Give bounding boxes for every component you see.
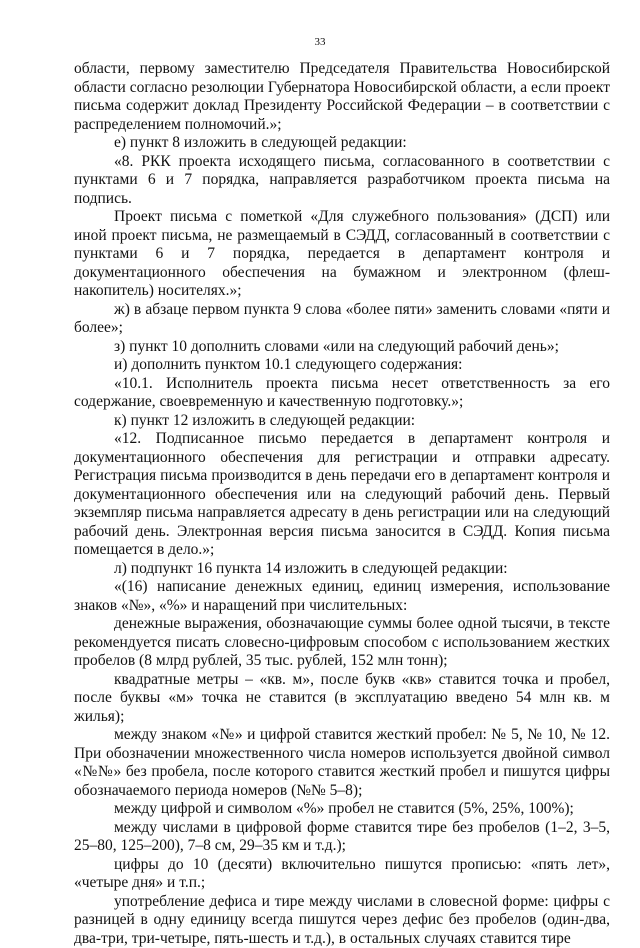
- paragraph: л) подпункт 16 пункта 14 изложить в следующей редакции:: [74, 560, 610, 579]
- paragraph: области, первому заместителю Председателя Правительства Новосибирской области согласно резолюции Губернатора Новосибирской области, а если проект письма содержит доклад Президенту Российской Федерации – в соответствии с распределением полномочий.»;: [74, 60, 610, 134]
- paragraph: употребление дефиса и тире между числами в словесной форме: цифры с разницей в одну единицу всегда пишутся через дефис без пробелов (один-два, два-три, три-четыре, пять-шесть и т.д.), в остальных случаях ставится тире: [74, 893, 610, 948]
- paragraph: ж) в абзаце первом пункта 9 слова «более пяти» заменить словами «пяти и более»;: [74, 301, 610, 338]
- paragraph: «10.1. Исполнитель проекта письма несет ответственность за его содержание, своевременную и качественную подготовку.»;: [74, 375, 610, 412]
- paragraph: между числами в цифровой форме ставится тире без пробелов (1–2, 3–5, 25–80, 125–200), 7–8 см, 29–35 км и т.д.);: [74, 819, 610, 856]
- paragraph: денежные выражения, обозначающие суммы более одной тысячи, в тексте рекомендуется писать словесно-цифровым способом с использованием жестких пробелов (8 млрд рублей, 35 тыс. рублей, 152 млн тонн);: [74, 615, 610, 671]
- paragraph: квадратные метры – «кв. м», после букв «кв» ставится точка и пробел, после буквы «м» точка не ставится (в эксплуатацию введено 54 млн кв. м жилья);: [74, 671, 610, 727]
- paragraph: «12. Подписанное письмо передается в департамент контроля и документационного обеспечения для регистрации и отправки адресату. Регистрация письма производится в день передачи его в департамент контроля и документационного обеспечения или на следующий рабочий день. Первый экземпляр письма направляется адресату в день регистрации или на следующий рабочий день. Электронная версия письма заносится в СЭДД. Копия письма помещается в дело.»;: [74, 430, 610, 560]
- paragraph: цифры до 10 (десяти) включительно пишутся прописью: «пять лет», «четыре дня» и т.п.;: [74, 856, 610, 893]
- page-number: 33: [0, 36, 640, 49]
- paragraph: «(16) написание денежных единиц, единиц измерения, использование знаков «№», «%» и наращений при числительных:: [74, 578, 610, 615]
- document-body: [74, 60, 610, 948]
- paragraph: между цифрой и символом «%» пробел не ставится (5%, 25%, 100%);: [74, 800, 610, 819]
- paragraph: е) пункт 8 изложить в следующей редакции:: [74, 134, 610, 153]
- paragraph: и) дополнить пунктом 10.1 следующего содержания:: [74, 356, 610, 375]
- paragraph: «8. РКК проекта исходящего письма, согласованного в соответствии с пунктами 6 и 7 порядка, направляется разработчиком проекта письма на подпись.: [74, 153, 610, 209]
- paragraph: з) пункт 10 дополнить словами «или на следующий рабочий день»;: [74, 338, 610, 357]
- paragraph: к) пункт 12 изложить в следующей редакции:: [74, 412, 610, 431]
- paragraph: между знаком «№» и цифрой ставится жесткий пробел: № 5, № 10, № 12. При обозначении множественного числа номеров используется двойной символ «№№» без пробела, после которого ставится жесткий пробел и пишутся цифры обозначаемого периода номеров (№№ 5–8);: [74, 726, 610, 800]
- paragraph: Проект письма с пометкой «Для служебного пользования» (ДСП) или иной проект письма, не размещаемый в СЭДД, согласованный в соответствии с пунктами 6 и 7 порядка, передается в департамент контроля и документационного обеспечения на бумажном и электронном (флеш-накопитель) носителях.»;: [74, 208, 610, 301]
